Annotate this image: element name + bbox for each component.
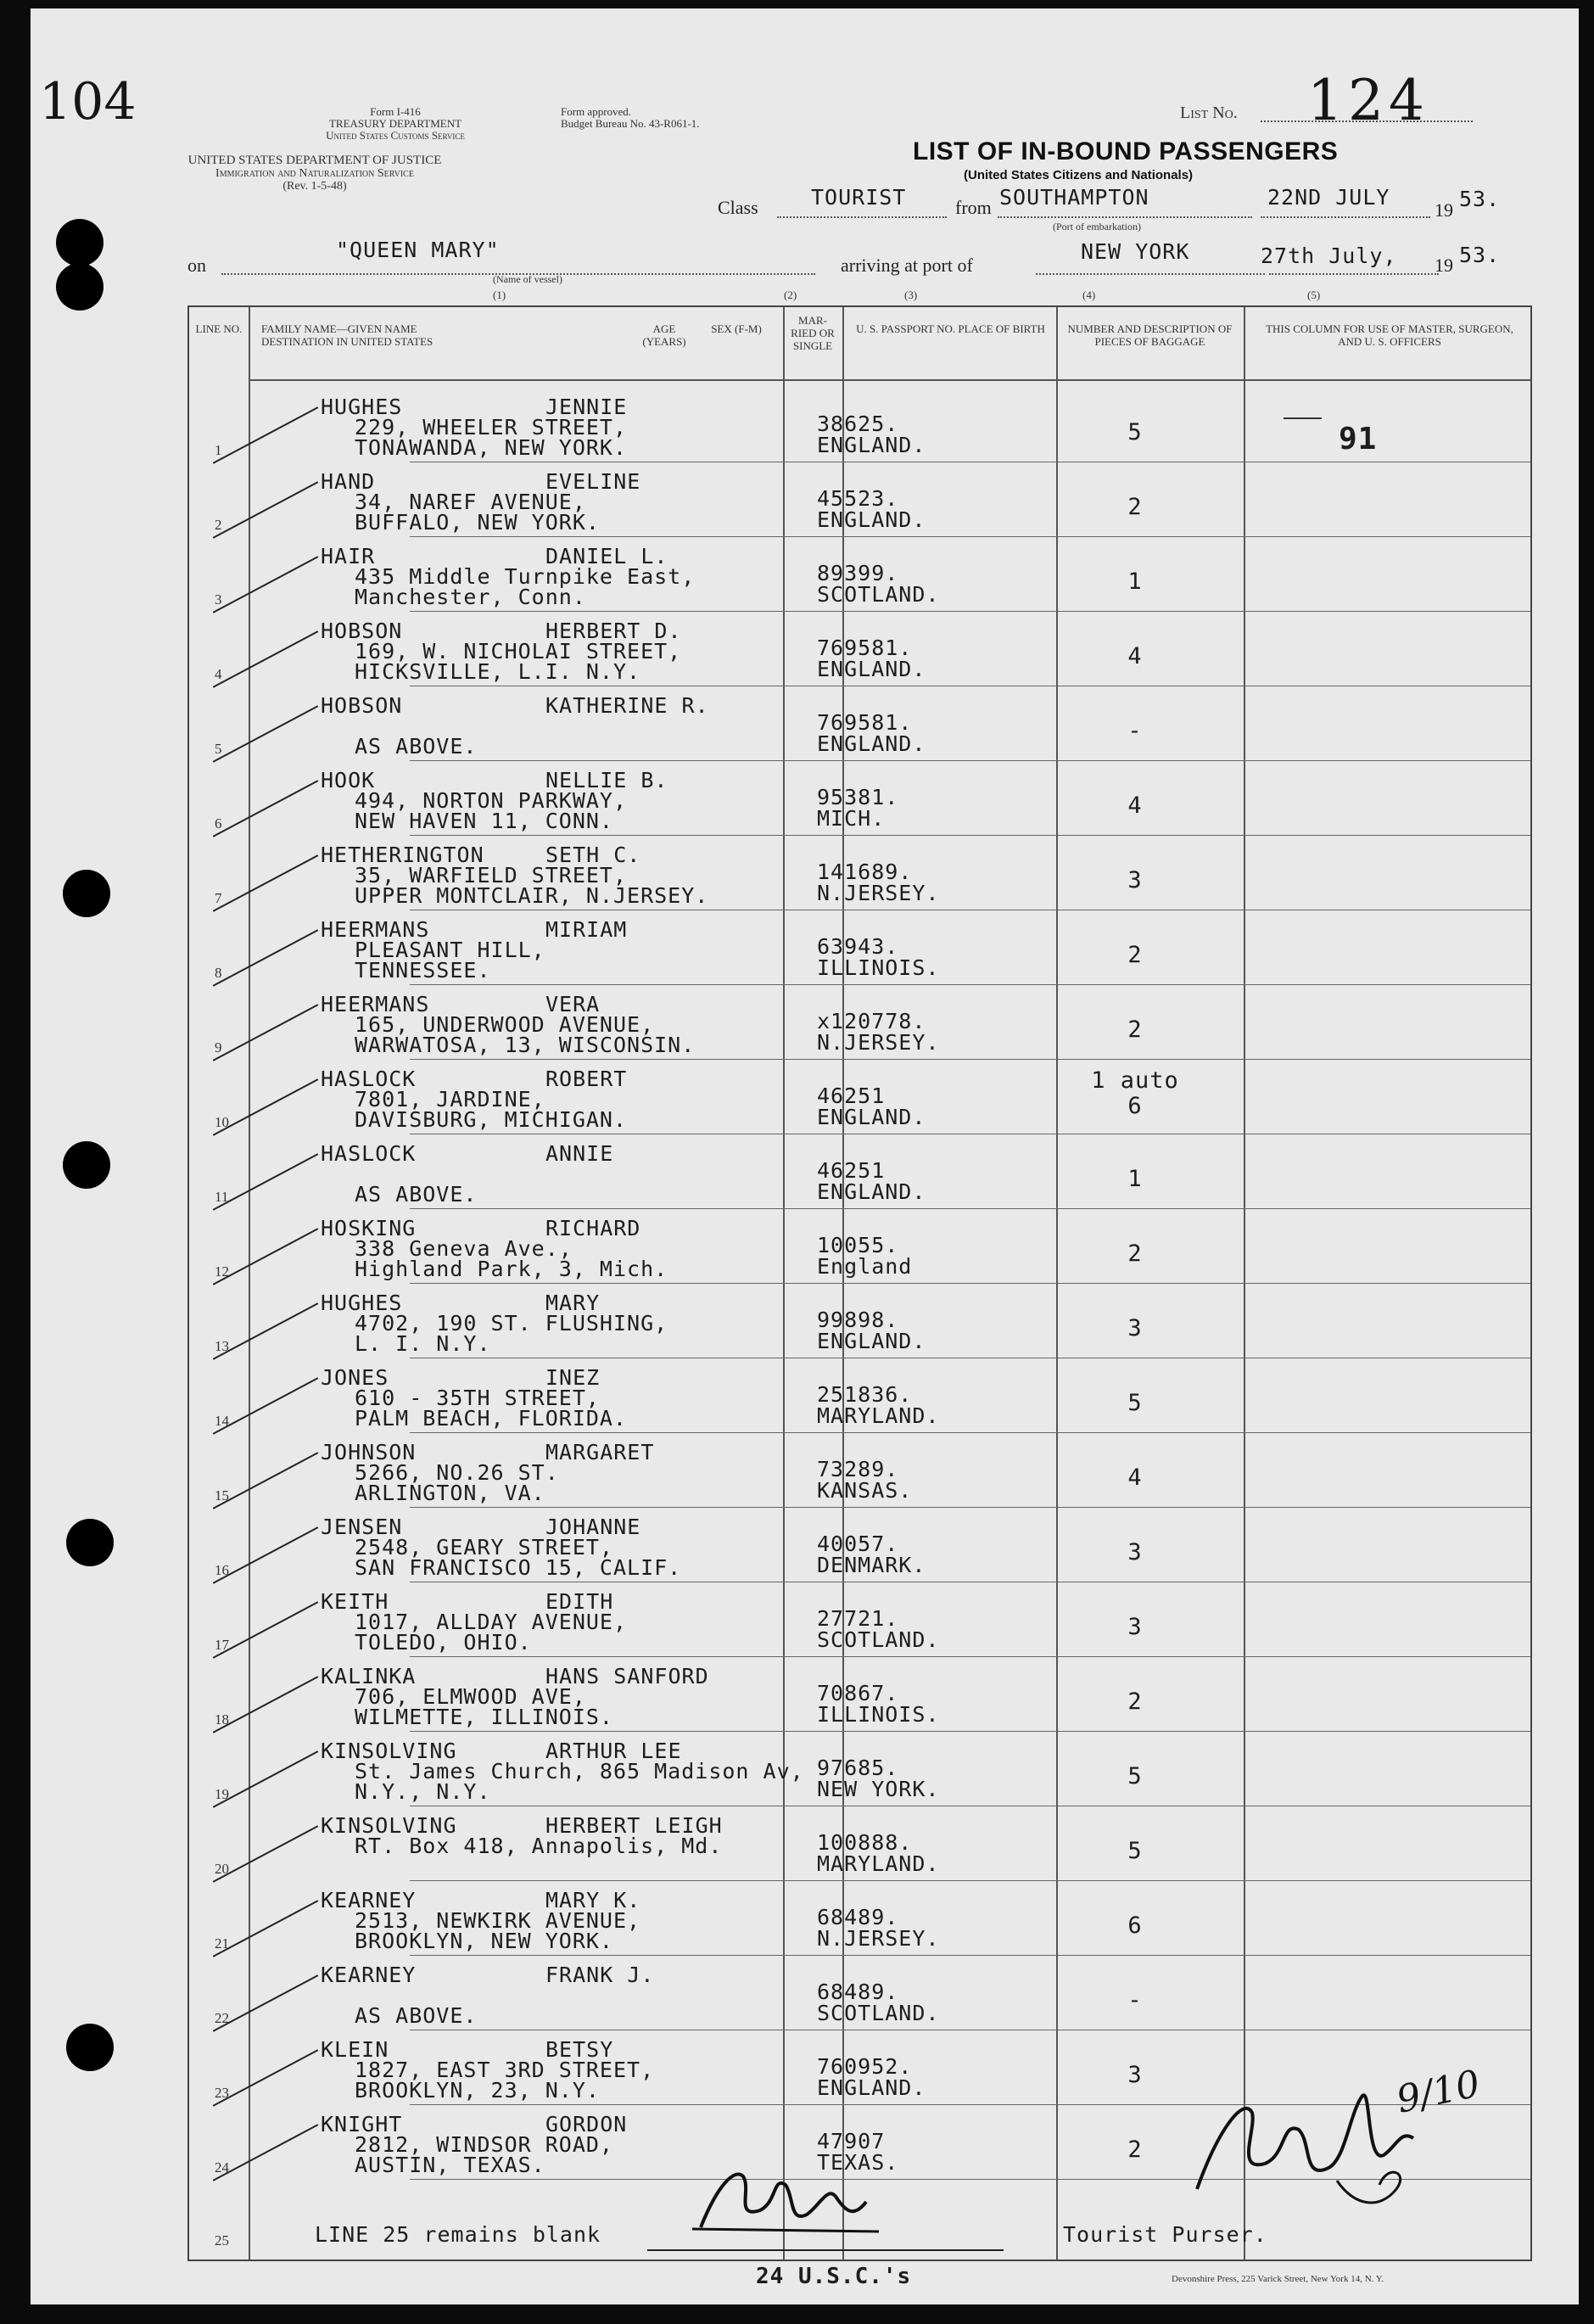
family-name: HEERMANS xyxy=(321,992,430,1016)
check-mark-icon xyxy=(213,705,319,762)
col-num-1: (1) xyxy=(493,288,506,301)
passport-number: 141689. xyxy=(817,860,913,884)
baggage-count: 1 xyxy=(1127,568,1143,595)
customs-service: United States Customs Service xyxy=(326,129,465,142)
passenger-table xyxy=(187,305,1532,2261)
passport-number: 73289. xyxy=(817,1457,899,1481)
baggage-count: 2 xyxy=(1127,2136,1143,2163)
given-name: ARTHUR LEE xyxy=(545,1739,682,1763)
line-number: 23 xyxy=(215,2085,229,2101)
address-line-2: Highland Park, 3, Mich. xyxy=(355,1257,668,1281)
given-name: EVELINE xyxy=(545,469,641,494)
family-name: KEARNEY xyxy=(321,1888,417,1912)
departure-date: 22ND JULY xyxy=(1267,185,1390,210)
given-name: JOHANNE xyxy=(545,1515,641,1539)
passport-number: 251836. xyxy=(817,1382,913,1407)
family-name: KINSOLVING xyxy=(321,1813,457,1838)
passport-number: x120778. xyxy=(817,1009,926,1033)
col-family-header: FAMILY NAME—GIVEN NAME DESTINATION IN UNITED STATES xyxy=(261,322,433,348)
given-name: HANS SANFORD xyxy=(545,1664,709,1688)
col-num-2: (2) xyxy=(784,288,797,301)
family-name: HASLOCK xyxy=(321,1141,417,1166)
place-of-birth: KANSAS. xyxy=(817,1478,913,1503)
family-name: HOBSON xyxy=(321,693,403,718)
baggage-count: 2 xyxy=(1127,1016,1143,1043)
table-row xyxy=(189,1433,1530,1508)
address-line-2: ARLINGTON, VA. xyxy=(355,1481,545,1505)
handwritten-date: 9/10 xyxy=(1392,2062,1485,2122)
col-passport-header: U. S. PASSPORT NO. PLACE OF BIRTH xyxy=(856,322,1045,335)
address-line-2: AS ABOVE. xyxy=(355,734,478,759)
passport-number: 95381. xyxy=(817,785,899,809)
col-sex-header: SEX (F-M) xyxy=(711,322,762,335)
check-mark-icon xyxy=(213,406,319,463)
passport-number: 46251 xyxy=(817,1084,886,1108)
passport-number: 769581. xyxy=(817,710,913,735)
treasury-department: TREASURY DEPARTMENT xyxy=(328,117,462,130)
purser-title: Tourist Purser. xyxy=(1063,2222,1267,2247)
passport-number: 760952. xyxy=(817,2054,913,2079)
form-title: LIST OF IN-BOUND PASSENGERS xyxy=(913,137,1339,165)
departure-year: 53. xyxy=(1459,187,1501,211)
arriving-label: arriving at port of xyxy=(841,255,973,276)
passport-number: 100888. xyxy=(817,1830,913,1855)
line-number: 8 xyxy=(215,965,222,981)
class-value: TOURIST xyxy=(811,185,907,210)
address-line-1: PLEASANT HILL, xyxy=(355,938,545,962)
line-number: 19 xyxy=(215,1786,229,1802)
address-line-2: BUFFALO, NEW YORK. xyxy=(355,510,600,535)
baggage-count: 3 xyxy=(1127,1614,1143,1640)
place-of-birth: MARYLAND. xyxy=(817,1403,940,1428)
address-line-2: HICKSVILLE, L.I. N.Y. xyxy=(355,659,641,684)
line-number: 14 xyxy=(215,1413,229,1429)
address-line-2: UPPER MONTCLAIR, N.JERSEY. xyxy=(355,883,709,908)
address-line-1: RT. Box 418, Annapolis, Md. xyxy=(355,1834,723,1858)
baggage-count: 2 xyxy=(1127,1688,1143,1715)
check-mark-icon xyxy=(213,1004,319,1061)
passport-number: 68489. xyxy=(817,1905,899,1929)
address-line-1: 1827, EAST 3RD STREET, xyxy=(355,2058,655,2082)
family-name: HUGHES xyxy=(321,1291,403,1315)
address-line-1: 610 - 35TH STREET, xyxy=(355,1386,600,1410)
list-no-label: List No. xyxy=(1180,104,1238,122)
family-name: HEERMANS xyxy=(321,917,430,942)
arrival-port: NEW YORK xyxy=(1081,239,1190,264)
family-name: KEARNEY xyxy=(321,1963,417,1987)
address-line-2: TENNESSEE. xyxy=(355,958,491,983)
given-name: MARY xyxy=(545,1291,601,1315)
passport-number: 68489. xyxy=(817,1980,899,2004)
address-line-1: 494, NORTON PARKWAY, xyxy=(355,788,628,813)
address-line-2: TOLEDO, OHIO. xyxy=(355,1630,532,1655)
family-name: JENSEN xyxy=(321,1515,403,1539)
form-id: Form I-416 xyxy=(370,105,421,118)
given-name: INEZ xyxy=(545,1365,601,1390)
address-line-1: 35, WARFIELD STREET, xyxy=(355,863,628,888)
given-name: DANIEL L. xyxy=(545,544,668,568)
list-number: 124 xyxy=(1307,68,1429,133)
passport-number: 38625. xyxy=(817,412,899,436)
line-number: 4 xyxy=(215,666,222,682)
place-of-birth: SCOTLAND. xyxy=(817,1627,940,1652)
address-line-1: 2812, WINDSOR ROAD, xyxy=(355,2132,613,2157)
address-line-2: L. I. N.Y. xyxy=(355,1331,491,1356)
baggage-count: 2 xyxy=(1127,494,1143,520)
address-line-2: TONAWANDA, NEW YORK. xyxy=(355,435,628,460)
place-of-birth: ENGLAND. xyxy=(817,507,926,532)
line-number: 1 xyxy=(215,442,222,458)
check-mark-icon xyxy=(213,929,319,986)
line-number: 17 xyxy=(215,1637,229,1653)
treasury-block xyxy=(310,106,480,142)
baggage-count: - xyxy=(1127,718,1143,744)
form-approved: Form approved. xyxy=(561,105,632,118)
given-name: GORDON xyxy=(545,2112,628,2136)
port-embark-caption: (Port of embarkation) xyxy=(1053,221,1141,232)
line-number: 13 xyxy=(215,1338,229,1354)
address-line-1: 165, UNDERWOOD AVENUE, xyxy=(355,1012,655,1037)
family-name: KEITH xyxy=(321,1589,389,1614)
line-number: 9 xyxy=(215,1039,222,1056)
place-of-birth: ENGLAND. xyxy=(817,1329,926,1353)
table-row xyxy=(189,1657,1530,1732)
given-name: BETSY xyxy=(545,2037,614,2062)
table-row xyxy=(189,1508,1530,1582)
col-baggage-header: NUMBER AND DESCRIPTION OF PIECES OF BAGGAGE xyxy=(1067,322,1233,348)
baggage-count: 5 xyxy=(1127,1838,1143,1864)
baggage-count: 1 xyxy=(1127,1166,1143,1192)
given-name: ROBERT xyxy=(545,1067,628,1091)
passport-number: 40057. xyxy=(817,1532,899,1556)
table-row xyxy=(189,1358,1530,1433)
given-name: SETH C. xyxy=(545,843,641,867)
address-line-2: SAN FRANCISCO 15, CALIF. xyxy=(355,1555,682,1580)
punch-hole xyxy=(63,1141,110,1189)
address-line-2: Manchester, Conn. xyxy=(355,585,586,609)
baggage-count: 3 xyxy=(1127,2062,1143,2088)
address-line-2: WILMETTE, ILLINOIS. xyxy=(355,1705,613,1729)
col-line-header: LINE NO. xyxy=(195,322,243,335)
given-name: KATHERINE R. xyxy=(545,693,709,718)
purser-signature xyxy=(684,2151,904,2244)
given-name: HERBERT D. xyxy=(545,619,682,643)
family-name: JONES xyxy=(321,1365,389,1390)
baggage-count: 3 xyxy=(1127,1315,1143,1341)
address-line-1: 5266, NO.26 ST. xyxy=(355,1460,559,1485)
address-line-1: 169, W. NICHOLAI STREET, xyxy=(355,639,682,664)
col-num-3: (3) xyxy=(904,288,918,301)
given-name: HERBERT LEIGH xyxy=(545,1813,723,1838)
place-of-birth: MARYLAND. xyxy=(817,1851,940,1876)
place-of-birth: DENMARK. xyxy=(817,1553,926,1577)
class-label: Class xyxy=(718,197,758,218)
table-row xyxy=(189,1582,1530,1657)
punch-hole xyxy=(56,219,103,266)
col-num-5: (5) xyxy=(1307,288,1321,301)
given-name: MIRIAM xyxy=(545,917,628,942)
baggage-count: 4 xyxy=(1127,643,1143,669)
arrival-year: 53. xyxy=(1459,243,1501,267)
table-row xyxy=(189,1060,1530,1134)
table-row xyxy=(189,388,1530,462)
given-name: EDITH xyxy=(545,1589,614,1614)
footer-code: 24 U.S.C.'s xyxy=(756,2264,912,2289)
line-number: 5 xyxy=(215,741,222,757)
check-mark-icon xyxy=(213,630,319,687)
family-name: HUGHES xyxy=(321,395,403,419)
on-label: on xyxy=(187,255,206,276)
baggage-count: 2 xyxy=(1127,1240,1143,1267)
col-married-header: MAR-RIED OR SINGLE xyxy=(791,314,835,352)
table-row xyxy=(189,462,1530,537)
check-mark-icon xyxy=(213,854,319,911)
family-name: HOBSON xyxy=(321,619,403,643)
given-name: NELLIE B. xyxy=(545,768,668,792)
line-number: 22 xyxy=(215,2010,229,2026)
line-number: 6 xyxy=(215,815,222,832)
place-of-birth: SCOTLAND. xyxy=(817,582,940,607)
address-line-1: 1017, ALLDAY AVENUE, xyxy=(355,1610,628,1634)
punch-hole xyxy=(66,2024,114,2071)
budget-block xyxy=(561,106,700,130)
table-row xyxy=(189,1806,1530,1881)
family-name: HAND xyxy=(321,469,376,494)
table-row xyxy=(189,537,1530,612)
revision: (Rev. 1-5-48) xyxy=(282,180,347,193)
place-of-birth: SCOTLAND. xyxy=(817,2001,940,2025)
corner-mark: 104 xyxy=(39,72,137,132)
address-line-2: PALM BEACH, FLORIDA. xyxy=(355,1406,628,1431)
family-name: KLEIN xyxy=(321,2037,389,2062)
passenger-list-sheet xyxy=(31,8,1579,2304)
passport-number: 89399. xyxy=(817,561,899,585)
passport-number: 45523. xyxy=(817,486,899,511)
address-line-1: 7801, JARDINE, xyxy=(355,1087,545,1112)
baggage-count: 2 xyxy=(1127,942,1143,968)
address-line-2: BROOKLYN, 23, N.Y. xyxy=(355,2078,600,2103)
family-name: JOHNSON xyxy=(321,1440,417,1464)
vessel-name: "QUEEN MARY" xyxy=(336,238,500,262)
table-row xyxy=(189,1209,1530,1284)
given-name: JENNIE xyxy=(545,395,628,419)
place-of-birth: NEW YORK. xyxy=(817,1777,940,1801)
baggage-count: 4 xyxy=(1127,1464,1143,1491)
line-number: 16 xyxy=(215,1562,229,1578)
baggage-count: 5 xyxy=(1127,419,1143,445)
place-of-birth: ENGLAND. xyxy=(817,1179,926,1204)
place-of-birth: N.JERSEY. xyxy=(817,881,940,905)
col-num-4: (4) xyxy=(1082,288,1096,301)
address-line-1: St. James Church, 865 Madison Av, xyxy=(355,1759,804,1784)
address-line-2: N.Y., N.Y. xyxy=(355,1779,491,1804)
line-number: 7 xyxy=(215,890,222,906)
table-row xyxy=(189,1134,1530,1209)
place-of-birth: England xyxy=(817,1254,913,1279)
place-of-birth: TEXAS. xyxy=(817,2150,899,2175)
address-line-1: 706, ELMWOOD AVE, xyxy=(355,1684,586,1709)
baggage-count: 1 auto 6 xyxy=(1091,1067,1179,1119)
printer-credit: Devonshire Press, 225 Varick Street, New York 14, N. Y. xyxy=(1172,2274,1384,2284)
passport-number: 70867. xyxy=(817,1681,899,1705)
line-number: 18 xyxy=(215,1711,229,1728)
punch-hole xyxy=(63,870,110,917)
family-name: HOOK xyxy=(321,768,376,792)
line-number: 21 xyxy=(215,1935,229,1952)
given-name: VERA xyxy=(545,992,601,1016)
address-line-2: AS ABOVE. xyxy=(355,2003,478,2028)
address-line-1: 4702, 190 ST. FLUSHING, xyxy=(355,1311,668,1336)
line-number: 20 xyxy=(215,1861,229,1877)
form-subtitle: (United States Citizens and Nationals) xyxy=(964,168,1194,182)
passport-number: 769581. xyxy=(817,636,913,660)
family-name: HETHERINGTON xyxy=(321,843,484,867)
table-row xyxy=(189,761,1530,836)
table-row xyxy=(189,985,1530,1060)
baggage-count: 5 xyxy=(1127,1763,1143,1789)
line-number: 25 xyxy=(215,2232,229,2248)
place-of-birth: ENGLAND. xyxy=(817,1105,926,1129)
address-line-2: DAVISBURG, MICHIGAN. xyxy=(355,1107,628,1132)
baggage-count: 6 xyxy=(1127,1912,1143,1939)
address-line-2: BROOKLYN, NEW YORK. xyxy=(355,1929,613,1953)
from-value: SOUTHAMPTON xyxy=(999,185,1149,210)
table-row xyxy=(189,910,1530,985)
line-number: 10 xyxy=(215,1114,229,1130)
table-row xyxy=(189,1284,1530,1358)
table-row xyxy=(189,1956,1530,2030)
line-number: 15 xyxy=(215,1487,229,1504)
table-row xyxy=(189,612,1530,686)
address-line-1: 2513, NEWKIRK AVENUE, xyxy=(355,1908,641,1933)
check-mark-icon xyxy=(213,780,319,837)
place-of-birth: ENGLAND. xyxy=(817,657,926,681)
check-mark-icon xyxy=(213,1153,319,1210)
family-name: KNIGHT xyxy=(321,2112,403,2136)
place-of-birth: ENGLAND. xyxy=(817,433,926,457)
punch-hole xyxy=(56,263,103,311)
doj-block xyxy=(187,154,442,193)
address-line-2: WARWATOSA, 13, WISCONSIN. xyxy=(355,1033,696,1057)
budget-bureau: Budget Bureau No. 43-R061-1. xyxy=(561,117,700,130)
line-number: 2 xyxy=(215,517,222,533)
baggage-count: - xyxy=(1127,1987,1143,2013)
punch-hole xyxy=(66,1519,114,1566)
ins-service: Immigration and Naturalization Service xyxy=(215,167,414,180)
family-name: HAIR xyxy=(321,544,376,568)
given-name: MARGARET xyxy=(545,1440,655,1464)
place-of-birth: ENGLAND. xyxy=(817,731,926,756)
place-of-birth: ILLINOIS. xyxy=(817,1702,940,1727)
table-row xyxy=(189,1732,1530,1806)
passport-number: 46251 xyxy=(817,1158,886,1183)
col-officers-header: THIS COLUMN FOR USE OF MASTER, SURGEON, AND U. S. OFFICERS xyxy=(1266,322,1513,348)
given-name: FRANK J. xyxy=(545,1963,655,1987)
address-line-1: 34, NAREF AVENUE, xyxy=(355,490,586,514)
check-mark-icon xyxy=(213,481,319,538)
given-name: ANNIE xyxy=(545,1141,614,1166)
baggage-count: 3 xyxy=(1127,1539,1143,1565)
table-row xyxy=(189,686,1530,761)
vessel-caption: (Name of vessel) xyxy=(493,273,562,285)
passport-number: 97685. xyxy=(817,1756,899,1780)
address-line-1: 229, WHEELER STREET, xyxy=(355,415,628,440)
passport-number: 47907 xyxy=(817,2129,886,2153)
line-number: 12 xyxy=(215,1263,229,1280)
address-line-1: 435 Middle Turnpike East, xyxy=(355,564,696,589)
table-row xyxy=(189,1881,1530,1956)
line25-note: LINE 25 remains blank xyxy=(315,2222,601,2247)
line-number: 11 xyxy=(215,1189,229,1205)
address-line-2: AUSTIN, TEXAS. xyxy=(355,2153,545,2177)
passport-number: 10055. xyxy=(817,1233,899,1257)
arrival-date: 27th July, xyxy=(1261,244,1397,268)
given-name: RICHARD xyxy=(545,1216,641,1240)
passport-number: 99898. xyxy=(817,1308,899,1332)
line-number: 24 xyxy=(215,2159,229,2176)
arrival-year-prefix: 19 xyxy=(1435,255,1453,276)
place-of-birth: ENGLAND. xyxy=(817,2075,926,2100)
check-mark-icon xyxy=(213,556,319,613)
place-of-birth: MICH. xyxy=(817,806,886,831)
table-row xyxy=(189,836,1530,910)
col-age-header: AGE (YEARS) xyxy=(642,322,686,348)
given-name: MARY K. xyxy=(545,1888,641,1912)
year-prefix: 19 xyxy=(1435,199,1453,221)
officer-note: 91 xyxy=(1339,422,1378,456)
from-label: from xyxy=(955,197,992,218)
family-name: KINSOLVING xyxy=(321,1739,457,1763)
place-of-birth: ILLINOIS. xyxy=(817,955,940,980)
address-line-1: 338 Geneva Ave., xyxy=(355,1236,573,1261)
department-of-justice: UNITED STATES DEPARTMENT OF JUSTICE xyxy=(187,154,442,167)
baggage-count: 3 xyxy=(1127,867,1143,893)
family-name: HOSKING xyxy=(321,1216,417,1240)
address-line-2: NEW HAVEN 11, CONN. xyxy=(355,809,613,833)
passport-number: 27721. xyxy=(817,1606,899,1631)
baggage-count: 5 xyxy=(1127,1390,1143,1416)
family-name: HASLOCK xyxy=(321,1067,417,1091)
address-line-2: AS ABOVE. xyxy=(355,1182,478,1207)
passport-number: 63943. xyxy=(817,934,899,959)
place-of-birth: N.JERSEY. xyxy=(817,1926,940,1951)
baggage-count: 4 xyxy=(1127,792,1143,819)
family-name: KALINKA xyxy=(321,1664,417,1688)
place-of-birth: N.JERSEY. xyxy=(817,1030,940,1055)
line-number: 3 xyxy=(215,591,222,608)
address-line-1: 2548, GEARY STREET, xyxy=(355,1535,613,1560)
